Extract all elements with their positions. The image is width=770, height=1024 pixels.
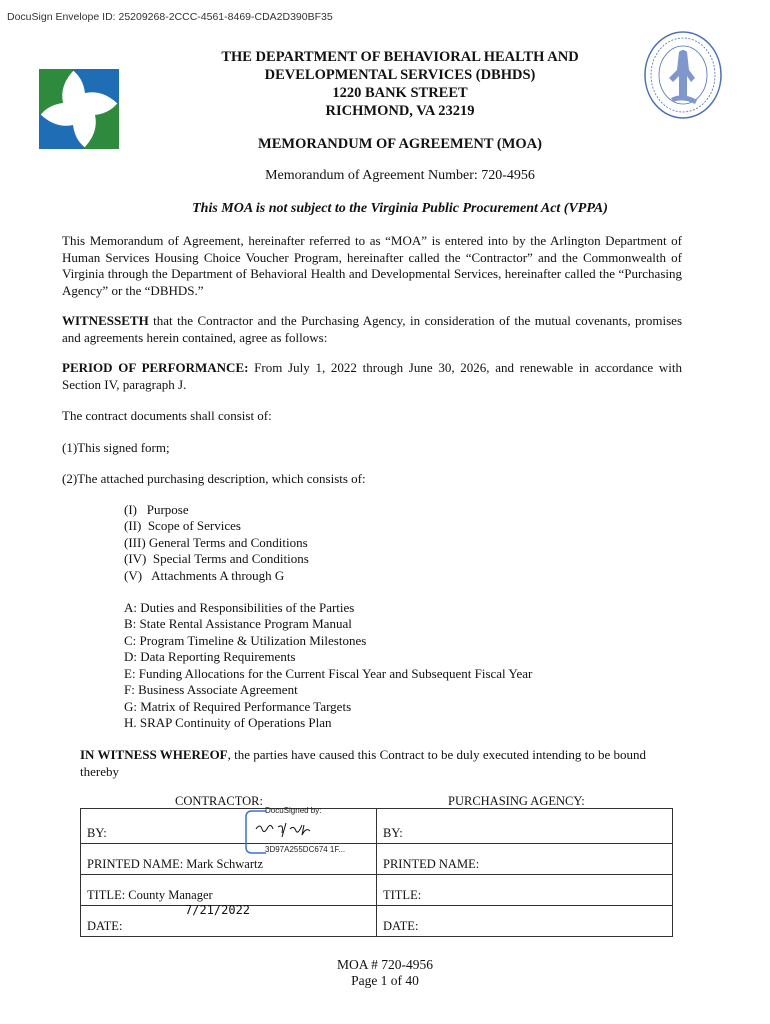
agency-by-label: BY: — [383, 826, 403, 840]
section-item: (V) Attachments A through G — [124, 568, 285, 583]
attachment-item: D: Data Reporting Requirements — [124, 649, 296, 664]
header-address-city: RICHMOND, VA 23219 — [325, 103, 475, 119]
attachment-item: G: Matrix of Required Performance Targets — [124, 699, 352, 714]
attachment-item: C: Program Timeline & Utilization Milestones — [124, 633, 367, 648]
moa-number: Memorandum of Agreement Number: 720-4956 — [265, 168, 535, 183]
signature-table — [80, 808, 673, 937]
attachment-item: A: Duties and Responsibilities of the Parties — [124, 600, 355, 615]
witness-whereof-paragraph — [80, 747, 685, 780]
contractor-by-label: BY: — [87, 826, 107, 840]
attachment-item: F: Business Associate Agreement — [124, 682, 298, 697]
purchasing-agency-caption: PURCHASING AGENCY: — [448, 794, 585, 808]
docusign-code: 3D97A255DC674 1F... — [265, 845, 346, 854]
header-line-2: DEVELOPMENTAL SERVICES (DBHDS) — [264, 67, 536, 83]
agency-printed-name-label: PRINTED NAME: — [383, 857, 480, 871]
vppa-notice: This MOA is not subject to the Virginia Public Procurement Act (VPPA) — [192, 201, 608, 216]
attachment-item: E: Funding Allocations for the Current Fiscal Year and Subsequent Fiscal Year — [124, 666, 533, 681]
section-item: (IV) Special Terms and Conditions — [124, 551, 309, 566]
section-item: (III) General Terms and Conditions — [124, 535, 308, 550]
document-title: MEMORANDUM OF AGREEMENT (MOA) — [258, 136, 542, 152]
list-item-signed-form: (1)This signed form; — [62, 440, 170, 455]
footer-moa-number: MOA # 720-4956 — [336, 957, 433, 972]
agency-printed-name-cell[interactable] — [377, 844, 673, 875]
contractor-caption: CONTRACTOR: — [175, 794, 263, 808]
dbhds-logo — [37, 67, 121, 151]
docusign-envelope-id: DocuSign Envelope ID: 25209268-2CCC-4561-8469-CDA2D390BF35 — [7, 11, 333, 23]
contractor-title-cell — [81, 875, 377, 906]
section-item: (I) Purpose — [124, 502, 189, 517]
virginia-seal-icon — [643, 30, 723, 120]
witnesseth-text: that the Contractor and the Purchasing Agency, in consideration of the mutual covenants, promises and agreements herein contained, agree as follows: — [62, 313, 682, 345]
header-address-street: 1220 BANK STREET — [332, 85, 468, 101]
section-item: (II) Scope of Services — [124, 518, 241, 533]
contractor-title: TITLE: County Manager — [87, 888, 213, 902]
witnesseth-paragraph — [62, 313, 682, 346]
witness-whereof-label: IN WITNESS WHEREOF — [80, 747, 228, 762]
docusigned-by-label: DocuSigned by: — [265, 806, 322, 815]
contractor-date-label: DATE: — [87, 919, 123, 933]
attachment-item: B: State Rental Assistance Program Manual — [124, 616, 352, 631]
witnesseth-label: WITNESSETH — [62, 313, 149, 328]
agency-date-cell[interactable] — [377, 906, 673, 937]
period-text: From July 1, 2022 through June 30, 2026, and renewable in accordance with Section IV, paragraph J. — [62, 360, 682, 392]
contractor-date-value: 7/21/2022 — [185, 903, 251, 917]
witness-whereof-text: , the parties have caused this Contract to be duly executed intending to be bound thereby — [80, 747, 647, 779]
agency-date-label: DATE: — [383, 919, 419, 933]
period-label: PERIOD OF PERFORMANCE: — [62, 360, 249, 375]
attachment-item: H. SRAP Continuity of Operations Plan — [124, 715, 332, 730]
footer-page-number: Page 1 of 40 — [351, 973, 419, 988]
agency-by-cell[interactable] — [377, 809, 673, 844]
intro-paragraph: This Memorandum of Agreement, hereinafter referred to as “MOA” is entered into by the Arlington Department of Human Services Housing Choice Voucher Program, hereinafter called the “Contractor” and the Commonwealth of Virginia through the Department of Behavioral Health and Developmental Services, hereinafter called the “Purchasing Agency” or the “DBHDS.” — [62, 233, 682, 298]
agency-title-label: TITLE: — [383, 888, 422, 902]
list-item-purchasing-description: (2)The attached purchasing description, which consists of: — [62, 471, 366, 486]
contract-docs-heading: The contract documents shall consist of: — [62, 408, 272, 423]
period-paragraph — [62, 360, 682, 393]
header-line-1: THE DEPARTMENT OF BEHAVIORAL HEALTH AND — [221, 49, 579, 65]
contractor-printed-name: PRINTED NAME: Mark Schwartz — [87, 857, 264, 871]
agency-title-cell[interactable] — [377, 875, 673, 906]
